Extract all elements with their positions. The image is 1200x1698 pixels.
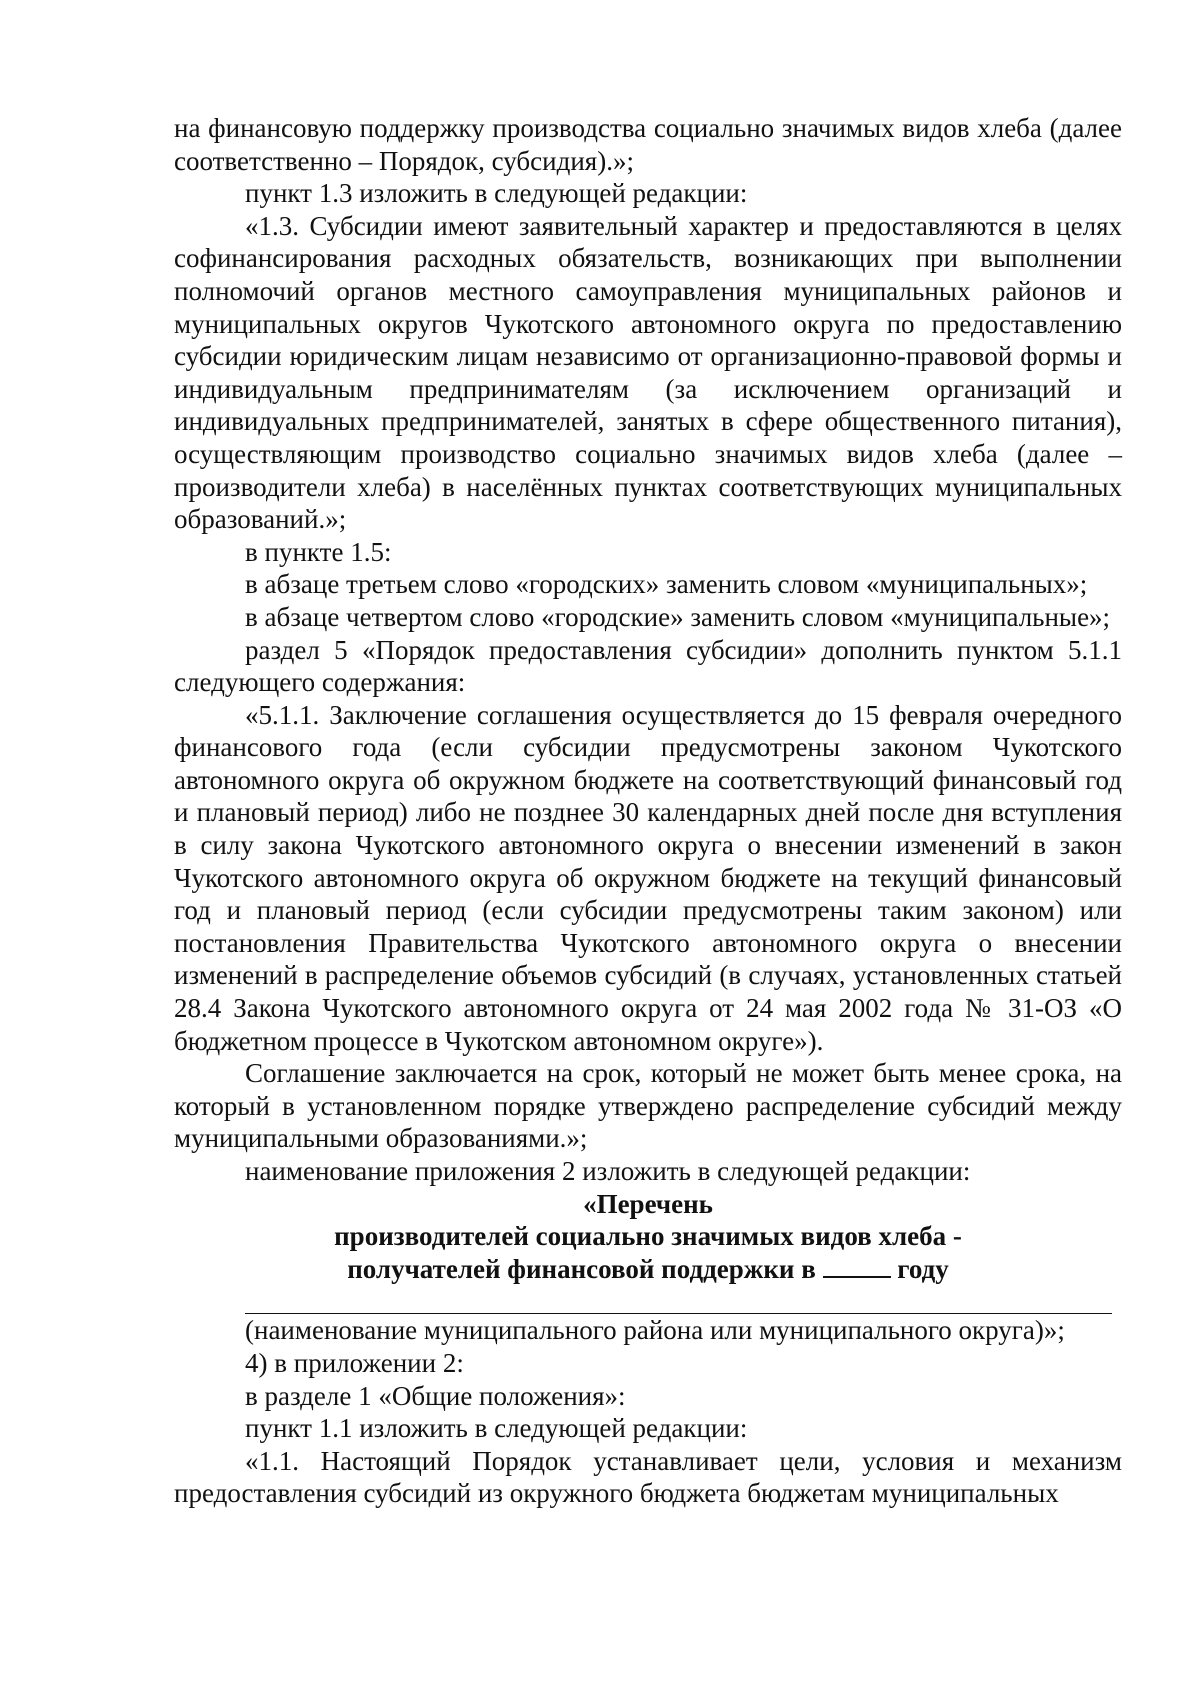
heading-text: получателей финансовой поддержки в	[347, 1253, 816, 1284]
paragraph: раздел 5 «Порядок предоставления субсидии» дополнить пунктом 5.1.1 следующего содержания:	[174, 634, 1122, 698]
heading-line: «Перечень	[583, 1188, 713, 1219]
heading-line: производителей социально значимых видов хлеба -	[334, 1221, 962, 1252]
paragraph: пункт 1.3 изложить в следующей редакции:	[245, 178, 748, 209]
paragraph: пункт 1.1 изложить в следующей редакции:	[245, 1413, 748, 1444]
heading-line	[174, 1253, 1122, 1286]
paragraph: «5.1.1. Заключение соглашения осуществляется до 15 февраля очередного финансового года (если субсидии предусмотрены законом Чукотского автономного округа об окружном бюджете на соответствующий финансовый год и плановый период) либо не позднее 30 календарных дней после дня вступления в силу закона Чукотского автономного округа о внесении изменений в закон Чукотского автономного округа об окружном бюджете на текущий финансовый год и плановый период (если субсидии предусмотрены таким законом) или постановления Правительства Чукотского автономного округа о внесении изменений в распределение объемов субсидий (в случаях, установленных статьей 28.4 Закона Чукотского автономного округа от 24 мая 2002 года № 31-ОЗ «О бюджетном процессе в Чукотском автономном округе»).	[174, 699, 1122, 1056]
appendix-heading	[174, 1188, 1122, 1286]
heading-text: году	[897, 1253, 949, 1284]
paragraph: «1.1. Настоящий Порядок устанавливает цели, условия и механизм предоставления субсидий из окружного бюджета бюджетам муниципальных	[174, 1445, 1122, 1509]
paragraph: в пункте 1.5:	[245, 536, 392, 567]
paragraph: на финансовую поддержку производства социально значимых видов хлеба (далее соответственно – Порядок, субсидия).»;	[174, 113, 1122, 176]
paragraph: в разделе 1 «Общие положения»:	[245, 1380, 626, 1411]
fill-in-caption: (наименование муниципального района или муниципального округа)»;	[245, 1315, 1065, 1346]
paragraph: в абзаце четвертом слово «городские» заменить словом «муниципальные»;	[245, 601, 1111, 632]
paragraph: «1.3. Субсидии имеют заявительный характер и предоставляются в целях софинансирования расходных обязательств, возникающих при выполнении полномочий органов местного самоуправления муниципальных районов и муниципальных округов Чукотского автономного округа по предоставлению субсидии юридическим лицам независимо от организационно-правовой формы и индивидуальным предпринимателям (за исключением организаций и индивидуальных предпринимателей, занятых в сфере общественного питания), осуществляющим производство социально значимых видов хлеба (далее – производители хлеба) в населённых пунктах соответствующих муниципальных образований.»;	[174, 210, 1122, 535]
paragraph: наименование приложения 2 изложить в следующей редакции:	[245, 1156, 971, 1186]
paragraph: 4) в приложении 2:	[245, 1347, 464, 1378]
document-page	[174, 112, 1122, 1510]
paragraph: Соглашение заключается на срок, который не может быть менее срока, на который в установленном порядке утверждено распределение субсидий между муниципальными образованиями.»;	[174, 1058, 1122, 1154]
paragraph: в абзаце третьем слово «городских» заменить словом «муниципальных»;	[245, 569, 1088, 600]
year-blank-line	[823, 1254, 891, 1278]
